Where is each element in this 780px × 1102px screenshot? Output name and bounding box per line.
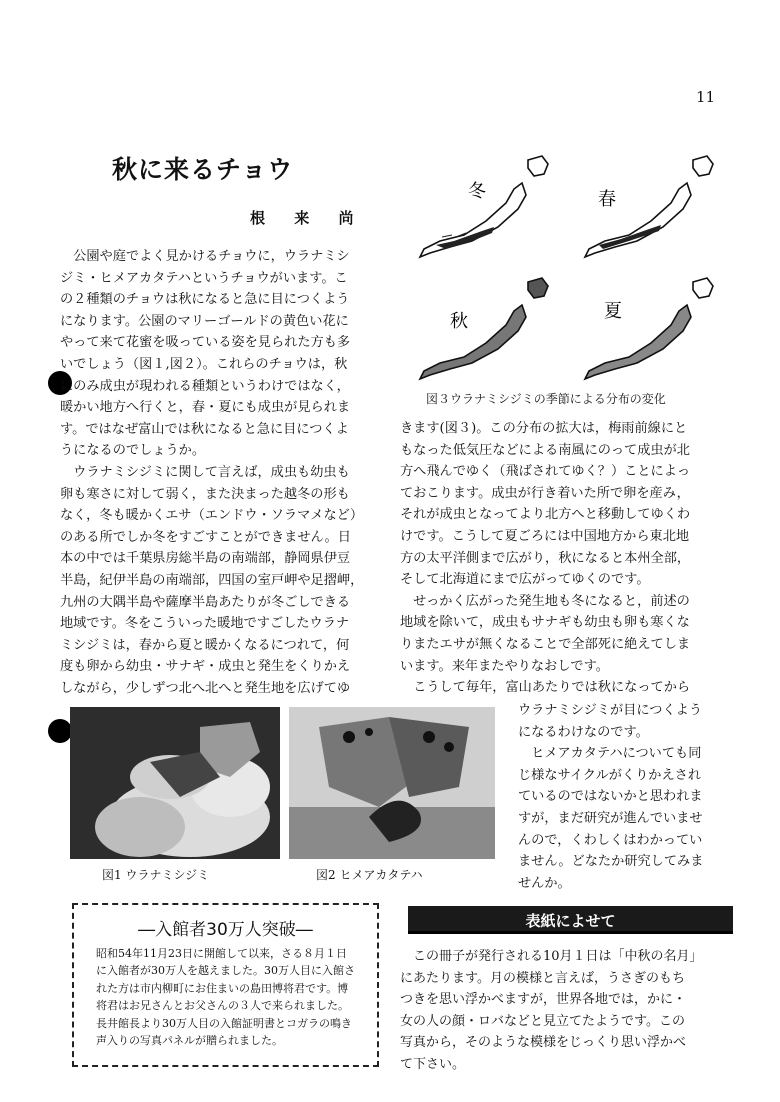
text-line: 九州の大隅半島や薩摩半島あたりが冬ごしできる (60, 594, 351, 610)
text-line: なく，冬も暖かくエサ（エンドウ・ソラマメなど） (60, 508, 364, 524)
text-line: すが，まだ研究が進んでいませ (518, 810, 703, 826)
text-line: に入館者が30万人を越えました。30万人目に入館さ (96, 964, 355, 978)
text-line: やって来て花蜜を吸っている姿を見られた方も多 (60, 335, 351, 351)
text-line: ません。どなたか研究してみま (518, 854, 704, 870)
text-line: 度も卵から幼虫・サナギ・成虫と発生をくりかえ (60, 659, 351, 675)
text-line: 半島，紀伊半島の南端部，四国の室戸岬や足摺岬， (60, 572, 364, 588)
figure-2-caption: 図2 ヒメアカタテハ (316, 868, 423, 882)
text-line: 長井館長より30万人目の入館証明書とコガラの鳴き (96, 1016, 352, 1030)
text-line: そして北海道にまで広がってゆくのです。 (400, 572, 650, 588)
map-summer (585, 278, 713, 379)
season-label-summer: 夏 (604, 301, 622, 322)
map-autumn (420, 278, 548, 379)
text-line: ウラナミシジミに関して言えば，成虫も幼虫も (60, 464, 350, 480)
distribution-maps (408, 145, 738, 385)
text-line: こうして毎年，富山あたりでは秋になってから (400, 680, 691, 696)
text-line: います。来年またやりなおしです。 (400, 658, 609, 674)
text-line: もなった低気圧などによる南風にのって成虫が北 (400, 442, 690, 458)
japan-maps-figure (408, 145, 738, 385)
figure-1-caption: 図1 ウラナミシジミ (102, 868, 210, 882)
article-body-right (400, 418, 690, 699)
visitor-notice-box (72, 903, 379, 1067)
text-line: 本の中では千葉県房総半島の南端部，静岡県伊豆 (60, 551, 351, 567)
text-line: て下さい。 (400, 1056, 466, 1072)
text-line: 方の太平洋側まで広がり，秋になると本州全部， (400, 550, 691, 566)
text-line: 暖かい地方へ行くと，春・夏にも成虫が見られま (60, 400, 351, 416)
article-body-left (60, 246, 363, 699)
text-line: 卵も寒さに対して弱く，また決まった越冬の形も (60, 486, 350, 502)
text-line: ているのではないかと思われま (518, 789, 703, 805)
text-line: にのみ成虫が現われる種類というわけではなく， (60, 378, 350, 394)
text-line: つきを思い浮かべますが，世界各地では，かに・ (400, 992, 687, 1008)
cover-heading: 表紙によせて (525, 912, 616, 930)
text-line: れた方は市内柳町にお住まいの島田博将君です。博 (96, 981, 349, 995)
season-label-autumn: 秋 (450, 311, 468, 332)
text-line: の２種類のチョウは秋になると急に目につくよう (60, 292, 350, 308)
season-label-winter: 冬 (468, 181, 486, 202)
text-line: せっかく広がった発生地も冬になると，前述の (400, 593, 690, 609)
text-line: ウラナミシジミが目につくよう (518, 703, 703, 718)
article-author: 根 来 尚 (250, 209, 366, 227)
text-line: のある所でしか冬をすごすことができません。日 (60, 529, 351, 545)
text-line: 地域です。冬をこういった暖地ですごしたウラナ (60, 616, 350, 632)
text-line: になるわけなのです。 (518, 724, 649, 740)
text-line: 声入りの写真パネルが贈られました。 (96, 1034, 283, 1048)
text-line: 昭和54年11月23日に開館して以来，さる８月１日 (96, 947, 347, 960)
season-label-spring: 春 (598, 189, 616, 210)
photo-himeakatateha (289, 707, 495, 859)
text-line: りまたエサが無くなることで全部死に絶えてしま (400, 636, 691, 652)
text-line: じ様なサイクルがくりかえされ (518, 767, 702, 783)
text-line: ミシジミは，春から夏と暖かくなるにつれて，何 (60, 637, 350, 653)
cover-body (400, 946, 703, 1076)
text-line: 写真から，そのような模様をじっくり思い浮かべ (400, 1035, 687, 1051)
text-line: それが成虫となってより北方へと移動してゆくわ (400, 507, 691, 523)
text-line: きます(図３)。この分布の拡大は，梅雨前線にと (400, 421, 688, 436)
text-line: いでしょう（図１,図２）。これらのチョウは，秋 (60, 356, 348, 372)
text-line: 将君はお兄さんとお父さんの３人で来られました。 (96, 999, 349, 1013)
text-line: ておこります。成虫が行き着いた所で卵を産み， (400, 485, 690, 501)
text-line: せんか。 (518, 875, 571, 891)
text-line: にあたります。月の模様と言えば，うさぎのもち (400, 970, 685, 986)
text-line: 女の人の顔・ロバなどと見立てたようです。この (400, 1013, 685, 1029)
text-line: うになるのでしょうか。 (60, 443, 206, 459)
article-body-right-lower (518, 700, 703, 894)
text-line: ヒメアカタテハについても同 (518, 746, 702, 762)
text-line: す。ではなぜ富山では秋になると急に目につくよ (60, 421, 349, 437)
text-line: けです。こうして夏ごろには中国地方から東北地 (400, 528, 690, 544)
text-line: 公園や庭でよく見かけるチョウに，ウラナミシ (60, 249, 350, 264)
article-title: 秋に来るチョウ (112, 155, 294, 184)
map-winter (420, 156, 548, 257)
text-line: しながら，少しずつ北へ北へと発生地を広げてゆ (60, 680, 351, 696)
text-line: になります。公園のマリーゴールドの黄色い花に (60, 313, 349, 329)
binder-hole (48, 719, 72, 743)
photo-urananmishijimi (70, 707, 280, 859)
notice-body (96, 945, 355, 1049)
cover-heading-bar (408, 906, 733, 934)
page-number: 11 (696, 88, 716, 106)
text-line: んので，くわしくはわかってい (518, 832, 703, 848)
notice-title: ―入館者30万人突破― (138, 920, 313, 940)
text-line: この冊子が発行される10月１日は「中秋の名月」 (400, 949, 703, 964)
text-line: 方へ飛んでゆく（飛ばされてゆく？）ことによっ (400, 464, 691, 480)
text-line: 地域を除いて，成虫もサナギも幼虫も卵も寒くな (400, 615, 690, 631)
text-line: ジミ・ヒメアカタテハというチョウがいます。こ (60, 270, 348, 286)
figure-3-caption: 図３ウラナミシジミの季節による分布の変化 (426, 392, 666, 406)
